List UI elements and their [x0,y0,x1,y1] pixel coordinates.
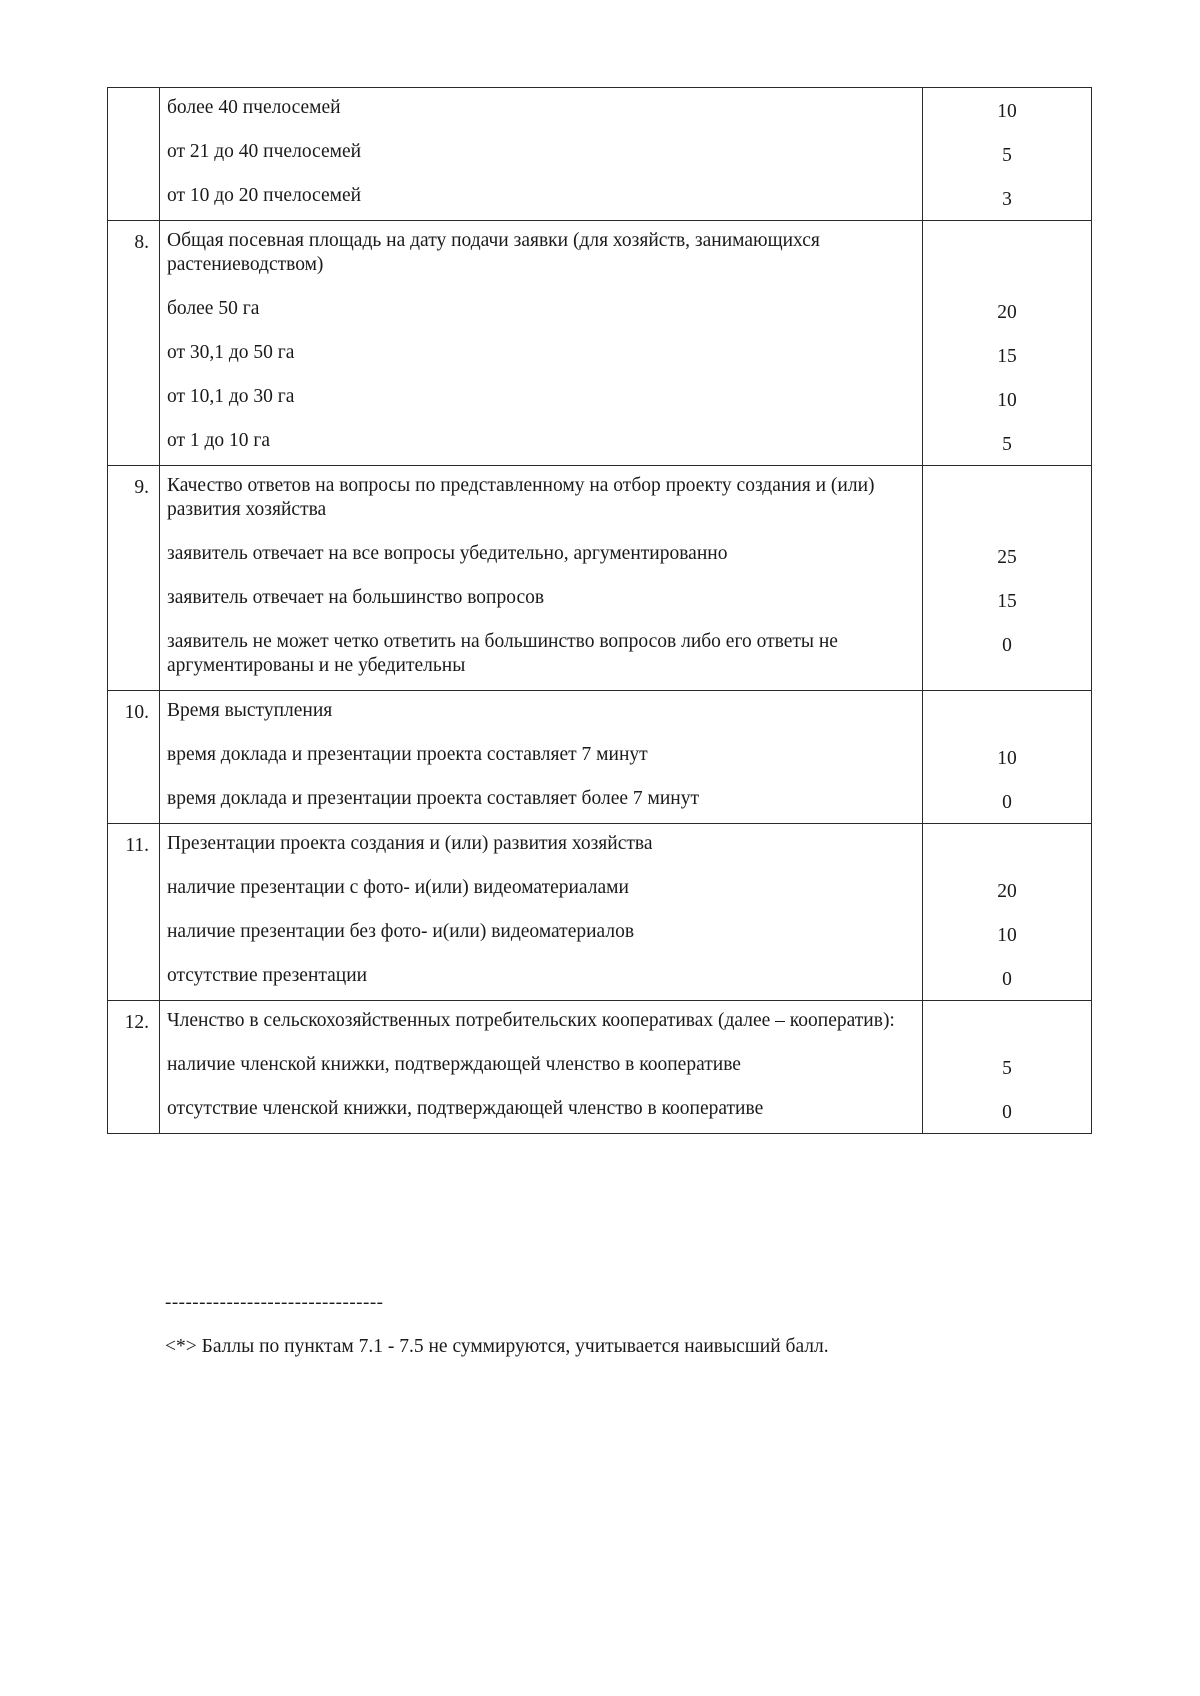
criterion-score: 3 [923,176,1092,221]
criterion-label: заявитель отвечает на большинство вопросов [160,578,923,622]
table-row [108,333,1092,377]
criterion-label: время доклада и презентации проекта составляет 7 минут [160,735,923,779]
criterion-score: 0 [923,622,1092,691]
criterion-label: от 10 до 20 пчелосемей [160,176,923,221]
row-number-cell [108,88,160,133]
footnote-separator: -------------------------------- [165,1292,384,1313]
table-row [108,868,1092,912]
criterion-score: 15 [923,333,1092,377]
row-number-cell [108,289,160,333]
criterion-label: отсутствие членской книжки, подтверждающей членство в кооперативе [160,1089,923,1134]
row-number-cell [108,1045,160,1089]
criterion-label: время доклада и презентации проекта составляет более 7 минут [160,779,923,824]
table-row [108,1045,1092,1089]
row-number-cell [108,912,160,956]
criterion-label: более 40 пчелосемей [160,88,923,133]
criterion-label: от 1 до 10 га [160,421,923,466]
table-row [108,779,1092,824]
table-row [108,421,1092,466]
criterion-score: 20 [923,868,1092,912]
criterion-label: от 21 до 40 пчелосемей [160,132,923,176]
criterion-score: 5 [923,421,1092,466]
row-number-cell [108,779,160,824]
table-row [108,534,1092,578]
criterion-label: от 30,1 до 50 га [160,333,923,377]
criterion-score: 0 [923,956,1092,1001]
row-number-cell [108,534,160,578]
table-row [108,824,1092,869]
row-number-cell [108,578,160,622]
section-number: 10. [108,691,160,736]
table-row [108,1001,1092,1046]
section-number: 8. [108,221,160,290]
row-number-cell [108,956,160,1001]
criterion-label: отсутствие презентации [160,956,923,1001]
criterion-label: заявитель не может четко ответить на большинство вопросов либо его ответы не аргументированы и не убедительны [160,622,923,691]
section-heading: Членство в сельскохозяйственных потребительских кооперативах (далее – кооператив): [160,1001,923,1046]
footnote-text: <*> Баллы по пунктам 7.1 - 7.5 не суммируются, учитывается наивысший балл. [165,1336,829,1357]
section-heading: Время выступления [160,691,923,736]
row-number-cell [108,868,160,912]
section-heading: Качество ответов на вопросы по представленному на отбор проекту создания и (или) развития хозяйства [160,466,923,535]
table-row [108,1089,1092,1134]
section-heading-score [923,824,1092,869]
table-row [108,622,1092,691]
section-heading: Общая посевная площадь на дату подачи заявки (для хозяйств, занимающихся растениеводством) [160,221,923,290]
row-number-cell [108,176,160,221]
criterion-score: 25 [923,534,1092,578]
section-heading-score [923,691,1092,736]
table-row [108,289,1092,333]
row-number-cell [108,333,160,377]
criteria-table-body [108,88,1092,1134]
section-number: 11. [108,824,160,869]
table-row [108,912,1092,956]
criterion-label: более 50 га [160,289,923,333]
criteria-table [107,87,1092,1134]
table-row [108,691,1092,736]
section-heading: Презентации проекта создания и (или) развития хозяйства [160,824,923,869]
criterion-label: заявитель отвечает на все вопросы убедительно, аргументированно [160,534,923,578]
criterion-label: наличие презентации без фото- и(или) видеоматериалов [160,912,923,956]
section-number: 12. [108,1001,160,1046]
table-row [108,88,1092,133]
table-row [108,578,1092,622]
criterion-score: 10 [923,377,1092,421]
criterion-score: 5 [923,132,1092,176]
criterion-score: 5 [923,1045,1092,1089]
criterion-score: 0 [923,1089,1092,1134]
criterion-label: от 10,1 до 30 га [160,377,923,421]
table-row [108,466,1092,535]
criterion-score: 10 [923,912,1092,956]
criterion-label: наличие членской книжки, подтверждающей членство в кооперативе [160,1045,923,1089]
criterion-score: 0 [923,779,1092,824]
row-number-cell [108,622,160,691]
criterion-score: 15 [923,578,1092,622]
table-row [108,176,1092,221]
row-number-cell [108,1089,160,1134]
table-row [108,956,1092,1001]
criterion-label: наличие презентации с фото- и(или) видеоматериалами [160,868,923,912]
section-heading-score [923,1001,1092,1046]
section-heading-score [923,221,1092,290]
criterion-score: 20 [923,289,1092,333]
section-heading-score [923,466,1092,535]
row-number-cell [108,377,160,421]
section-number: 9. [108,466,160,535]
table-row [108,221,1092,290]
criterion-score: 10 [923,735,1092,779]
table-row [108,735,1092,779]
row-number-cell [108,735,160,779]
criterion-score: 10 [923,88,1092,133]
row-number-cell [108,132,160,176]
table-row [108,377,1092,421]
table-row [108,132,1092,176]
row-number-cell [108,421,160,466]
